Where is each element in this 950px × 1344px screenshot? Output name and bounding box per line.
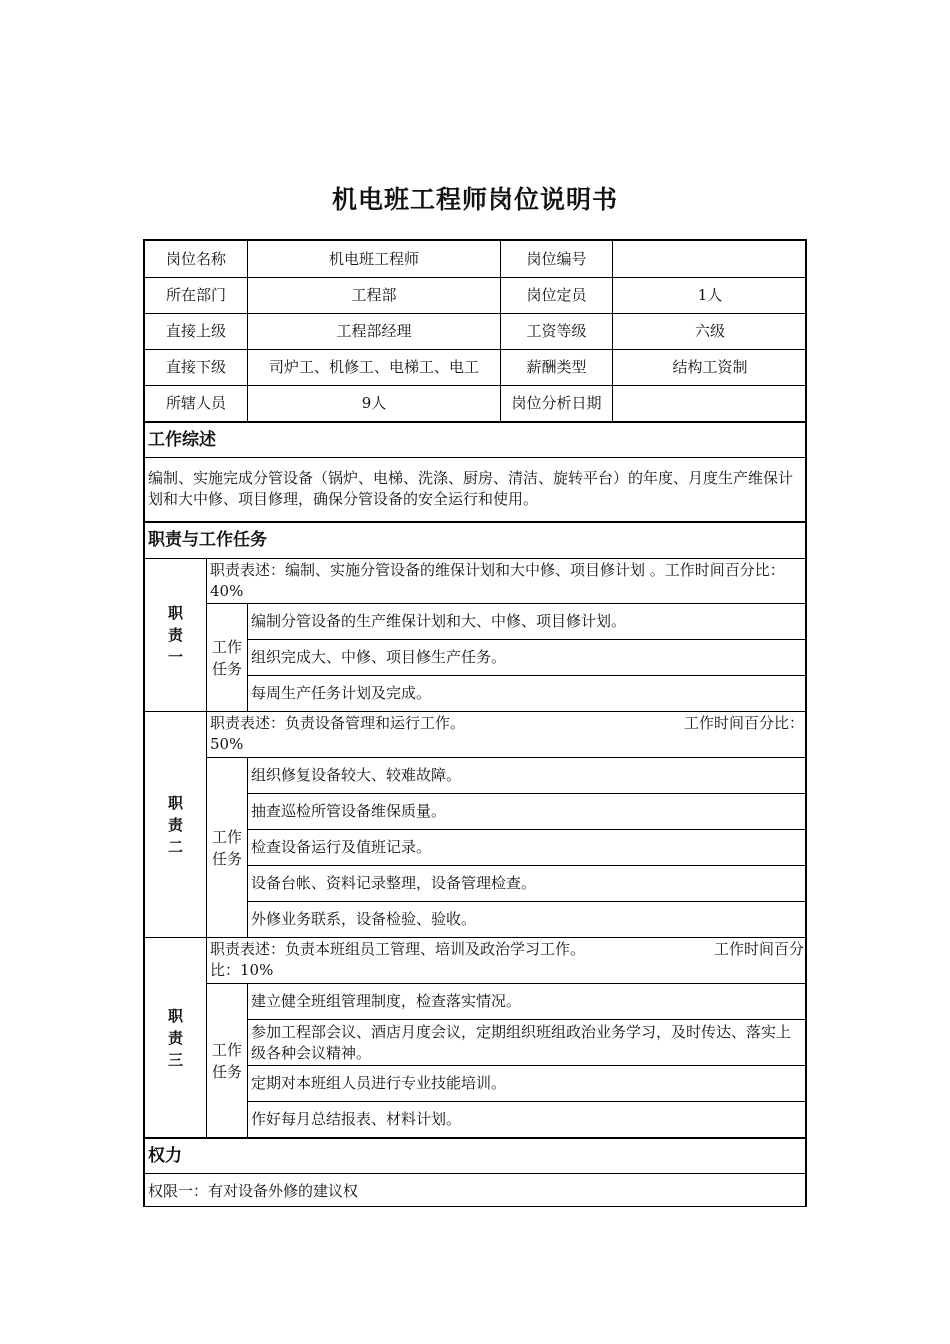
duty-three-label: 职 责 三 (145, 937, 207, 1137)
authority-item: 权限一：有对设备外修的建议权 (145, 1173, 807, 1208)
duty-two-task: 外修业务联系，设备检验、验收。 (248, 901, 807, 937)
summary-text: 编制、实施完成分管设备（锅炉、电梯、洗涤、厨房、清洁、旋转平台）的年度、月度生产维保计划和大中修、项目修理，确保分管设备的安全运行和使用。 (145, 457, 807, 521)
duty-one-task: 每周生产任务计划及完成。 (248, 675, 807, 711)
label-subordinates: 直接下级 (145, 349, 248, 385)
label-staff: 所辖人员 (145, 385, 248, 421)
label-position-code: 岗位编号 (501, 241, 613, 277)
duty-one-label: 职 责 一 (145, 558, 207, 711)
label-department: 所在部门 (145, 277, 248, 313)
summary-heading: 工作综述 (145, 421, 807, 457)
duty-three-task: 参加工程部会议、酒店月度会议，定期组织班组政治业务学习，及时传达、落实上级各种会议精神。 (248, 1019, 807, 1065)
duty-two-description: 工作时间百分比： 职责表述：负责设备管理和运行工作。 50% (207, 711, 807, 757)
job-description-table (143, 239, 807, 1207)
page-title: 机电班工程师岗位说明书 (331, 185, 618, 214)
label-supervisor: 直接上级 (145, 313, 248, 349)
value-pay-type: 结构工资制 (613, 349, 807, 385)
duty-two-task: 组织修复设备较大、较难故障。 (248, 757, 807, 793)
label-headcount: 岗位定员 (501, 277, 613, 313)
duty-one-description: 职责表述：编制、实施分管设备的维保计划和大中修、项目修计划 。工作时间百分比：40% (207, 558, 807, 603)
value-supervisor: 工程部经理 (248, 313, 501, 349)
duty-three-description: 工作时间百分 职责表述：负责本班组员工管理、培训及政治学习工作。 比：10% (207, 937, 807, 983)
duty-two-task: 检查设备运行及值班记录。 (248, 829, 807, 865)
duty-one-task: 编制分管设备的生产维保计划和大、中修、项目修计划。 (248, 603, 807, 639)
label-pay-type: 薪酬类型 (501, 349, 613, 385)
duty-three-task-label: 工作 任务 (207, 983, 248, 1137)
duty-two-label: 职 责 二 (145, 711, 207, 937)
duty-three-task: 定期对本班组人员进行专业技能培训。 (248, 1065, 807, 1101)
duty-three-task: 建立健全班组管理制度，检查落实情况。 (248, 983, 807, 1019)
label-analysis-date: 岗位分析日期 (501, 385, 613, 421)
duty-two-task-label: 工作 任务 (207, 757, 248, 937)
label-position-name: 岗位名称 (145, 241, 248, 277)
value-salary-grade: 六级 (613, 313, 807, 349)
value-department: 工程部 (248, 277, 501, 313)
duty-two-task: 设备台帐、资料记录整理，设备管理检查。 (248, 865, 807, 901)
value-headcount: 1人 (613, 277, 807, 313)
authority-heading: 权力 (145, 1137, 807, 1173)
value-analysis-date (613, 385, 807, 421)
duty-one-task-label: 工作 任务 (207, 603, 248, 711)
duty-one-task: 组织完成大、中修、项目修生产任务。 (248, 639, 807, 675)
value-position-code (613, 241, 807, 277)
value-staff: 9人 (248, 385, 501, 421)
value-position-name: 机电班工程师 (248, 241, 501, 277)
label-salary-grade: 工资等级 (501, 313, 613, 349)
value-subordinates: 司炉工、机修工、电梯工、电工 (248, 349, 501, 385)
duties-heading: 职责与工作任务 (145, 521, 807, 558)
duty-two-task: 抽查巡检所管设备维保质量。 (248, 793, 807, 829)
duty-three-task: 作好每月总结报表、材料计划。 (248, 1101, 807, 1137)
